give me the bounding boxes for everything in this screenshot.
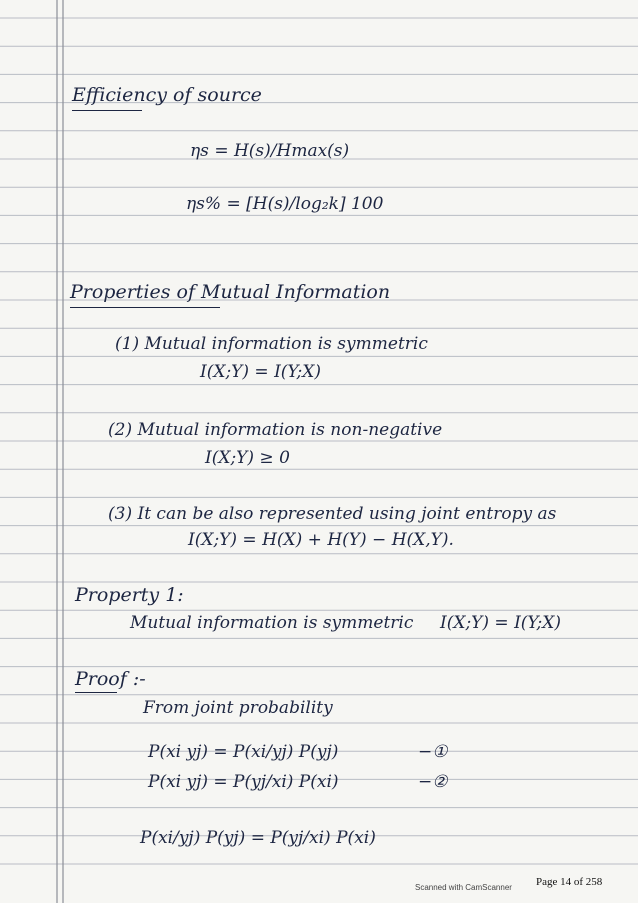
- heading-proof: Proof :-: [75, 668, 146, 690]
- property-2-text: (2) Mutual information is non-negative: [108, 420, 443, 440]
- underline-proof: [75, 692, 117, 693]
- property-3-text: (3) It can be also represented using joint entropy as: [108, 504, 557, 524]
- scanner-watermark: Scanned with CamScanner: [415, 883, 512, 892]
- underline-properties: [70, 307, 220, 308]
- eq-efficiency-ratio: ηs = H(s)/Hmax(s): [190, 141, 350, 161]
- proof-equation-2: P(xi yj) = P(yj/xi) P(xi): [148, 772, 339, 792]
- proof-equation-1: P(xi yj) = P(xi/yj) P(yj): [148, 742, 339, 762]
- heading-properties: Properties of Mutual Information: [70, 281, 391, 303]
- property-1-statement-equation: I(X;Y) = I(Y;X): [440, 613, 562, 633]
- eq-efficiency-percent: ηs% = [H(s)/log₂k] 100: [186, 194, 384, 214]
- underline-efficiency: [72, 110, 142, 111]
- property-1-statement: Mutual information is symmetric: [130, 613, 414, 633]
- property-1-equation: I(X;Y) = I(Y;X): [200, 362, 322, 382]
- proof-equation-1-tag: −①: [418, 742, 448, 762]
- property-1-text: (1) Mutual information is symmetric: [115, 334, 428, 354]
- page-number: Page 14 of 258: [536, 876, 603, 888]
- heading-property-1: Property 1:: [75, 584, 184, 606]
- property-2-equation: I(X;Y) ≥ 0: [205, 448, 290, 468]
- heading-efficiency: Efficiency of source: [72, 84, 262, 106]
- proof-equation-2-tag: −②: [418, 772, 448, 792]
- proof-equation-3: P(xi/yj) P(yj) = P(yj/xi) P(xi): [140, 828, 376, 848]
- proof-intro: From joint probability: [143, 698, 333, 718]
- property-3-equation: I(X;Y) = H(X) + H(Y) − H(X,Y).: [188, 530, 454, 550]
